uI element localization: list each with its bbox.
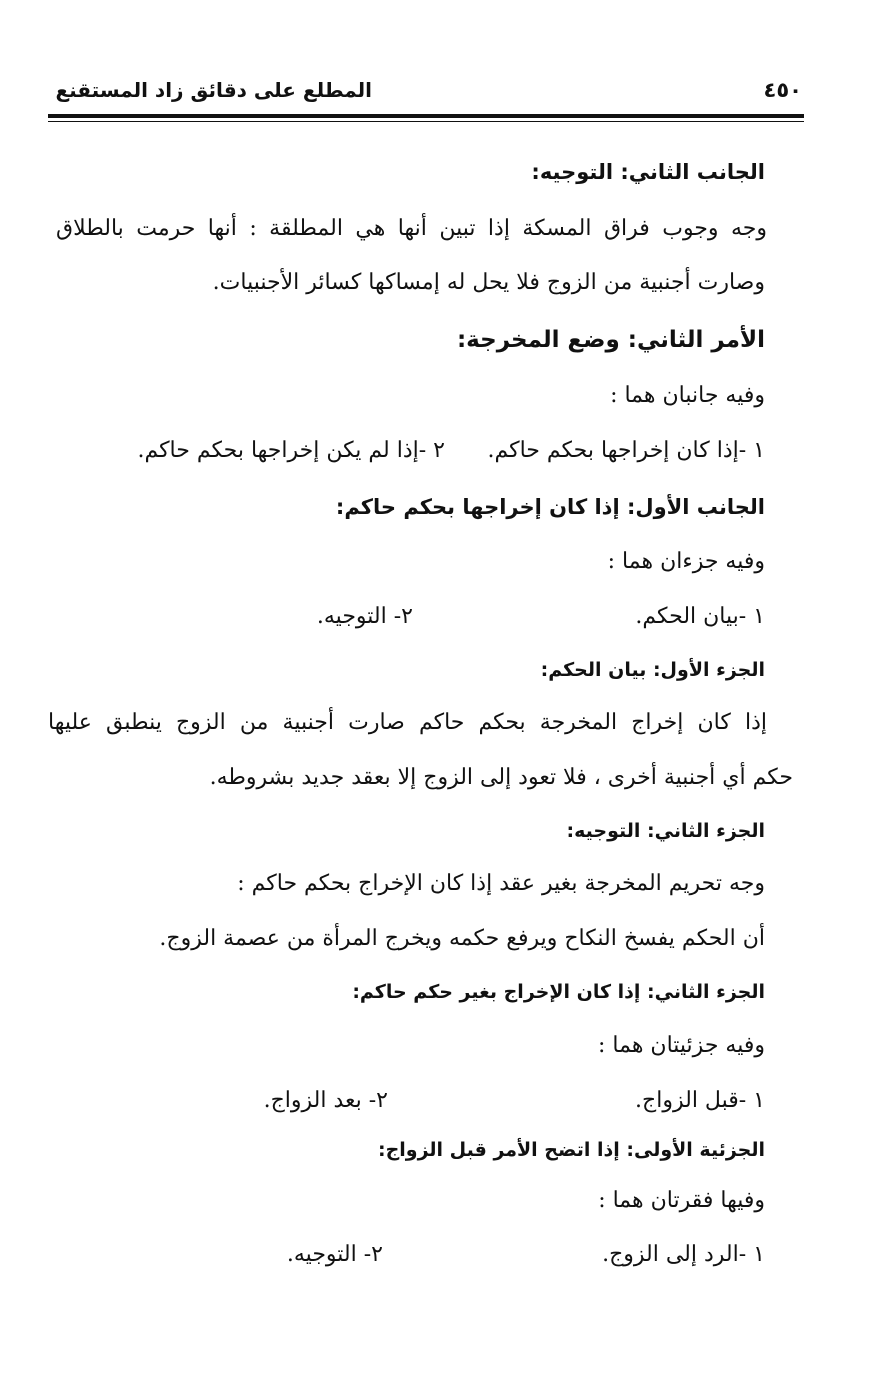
header-rule-thick	[48, 114, 804, 118]
section-heading: الجزء الأول: بيان الحكم:	[540, 659, 765, 681]
list-item: ١ -إذا كان إخراجها بحكم حاكم.	[487, 438, 765, 463]
paragraph-line: وجه تحريم المخرجة بغير عقد إذا كان الإخراج بحكم حاكم :	[237, 871, 765, 896]
list-row	[75, 436, 765, 466]
book-title: المطلع على دقائق زاد المستقنع	[55, 78, 372, 102]
section-heading: الجانب الأول: إذا كان إخراجها بحكم حاكم:	[335, 495, 765, 519]
paragraph-line: أن الحكم يفسخ النكاح ويرفع حكمه ويخرج المرأة من عصمة الزوج.	[159, 926, 765, 951]
list-item: ١ -الرد إلى الزوج.	[602, 1242, 765, 1267]
paragraph-line: وفيه جزءان هما :	[607, 549, 765, 574]
list-item: ٢- التوجيه.	[286, 1242, 383, 1267]
running-header	[48, 78, 802, 108]
list-item: ١ -بيان الحكم.	[635, 604, 765, 629]
list-item: ١ -قبل الزواج.	[635, 1088, 765, 1113]
page-number: ٤٥٠	[763, 78, 802, 102]
section-heading: الجزء الثاني: التوجيه:	[566, 820, 765, 842]
paragraph-line: وفيها فقرتان هما :	[598, 1188, 765, 1213]
section-heading: الجانب الثاني: التوجيه:	[531, 160, 765, 184]
paragraph-line: إذا كان إخراج المخرجة بحكم حاكم صارت أجنبية من الزوج ينطبق عليها	[48, 710, 767, 735]
paragraph-line: وفيه جانبان هما :	[610, 383, 765, 408]
list-row	[245, 1086, 765, 1116]
paragraph-line: وجه وجوب فراق المسكة إذا تبين أنها هي المطلقة : أنها حرمت بالطلاق	[56, 216, 767, 241]
list-item: ٢- بعد الزواج.	[263, 1088, 388, 1113]
paragraph-line: وصارت أجنبية من الزوج فلا يحل له إمساكها كسائر الأجنبيات.	[212, 270, 765, 295]
section-heading: الجزئية الأولى: إذا اتضح الأمر قبل الزواج:	[377, 1139, 765, 1161]
list-item: ٢ -إذا لم يكن إخراجها بحكم حاكم.	[137, 438, 445, 463]
header-rule-thin	[48, 121, 804, 122]
paragraph-line: وفيه جزئيتان هما :	[598, 1033, 765, 1058]
list-row	[285, 602, 765, 632]
section-heading: الجزء الثاني: إذا كان الإخراج بغير حكم حاكم:	[352, 981, 765, 1003]
section-heading: الأمر الثاني: وضع المخرجة:	[456, 327, 765, 353]
list-item: ٢- التوجيه.	[316, 604, 413, 629]
paragraph-line: حكم أي أجنبية أخرى ، فلا تعود إلى الزوج إلا بعقد جديد بشروطه.	[209, 765, 793, 790]
list-row	[265, 1240, 765, 1270]
